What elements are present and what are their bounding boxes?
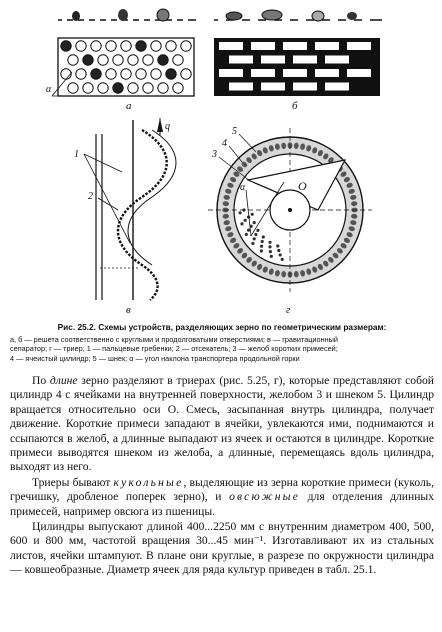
- p1-emphasis: длине: [49, 374, 78, 387]
- panel-g-num-3: 3: [212, 149, 217, 160]
- caption-line-2: сепаратор; г — триер; 1 — пальцевые гребенки; 2 — отсекатель; 3 — желоб коротких примесей;: [10, 344, 338, 354]
- p2-text-a: Триеры бывают: [32, 475, 114, 489]
- panel-v-num-1: 1: [74, 149, 79, 160]
- panel-g-center-O: O: [298, 179, 307, 193]
- panel-g-trier: [208, 126, 372, 316]
- p1-text-b: зерно разделяют в триерах (рис. 5.25, г), которые представляют собой цилиндр 4 с ячейками на внутренней поверхности, желобом 3 и шнеком 5. Цилиндр вращается относительно оси O. Смесь, засыпанная внутрь цилиндра, получает движение. Короткие примеси западают в ячейки, увлекаются ими, поднимаются и ссыпаются в желоб, а длинные выпадают из ячеек и остаются в цилиндре. Короткие примеси выводятся шнеком из желоба, а длинные, перемещаясь вдоль цилиндра, выходят из него.: [10, 374, 434, 474]
- p2-text-c: для отделения длинных примесей, например овсюга из пшеницы.: [10, 490, 434, 518]
- body-text: [10, 374, 434, 578]
- paragraph-2: [10, 476, 434, 519]
- caption-legend: [10, 335, 434, 363]
- panel-a-round-sieve: [46, 9, 196, 112]
- panel-g-num-5: 5: [232, 126, 237, 137]
- paragraph-1: [10, 374, 434, 475]
- p2-text-b: , выделяющие из зерна короткие примеси (куколь, гречишку, дробленое поперек зерно), и: [10, 475, 434, 504]
- panel-g-alpha: α: [240, 182, 246, 193]
- panel-v-num-2: 2: [88, 191, 93, 202]
- panel-v-label: в: [126, 304, 131, 316]
- panel-v-q-label: q: [165, 121, 170, 132]
- caption-line-1: а, б — решета соответственно с круглыми и продолговатыми отверстиями; в — гравитационный: [10, 335, 338, 344]
- p2-emphasis-2: овсюжные: [229, 490, 301, 504]
- p1-text-a: По: [32, 374, 50, 387]
- panel-b-oblong-sieve: [214, 10, 382, 112]
- panel-a-label: а: [126, 100, 132, 112]
- figure-caption: [10, 322, 434, 363]
- caption-line-3: 4 — ячеистый цилиндр; 5 — шнек; α — угол наклона транспортера продольной горки: [10, 353, 300, 363]
- caption-title: Рис. 25.2. Схемы устройств, разделяющих зерно по геометрическим размерам:: [57, 322, 387, 332]
- paragraph-3: Цилиндры выпускают длиной 400...2250 мм с внутренним диаметром 400, 500, 600 и 800 мм, частотой вращения 30...45 мин⁻¹. Изготавливают их из стальных листов, ячейки штампуют. В плане они круглые, в разрезе по окружности цилиндра — ковшеобразные. Диаметр ячеек для ряда культур приведен в табл. 25.1.: [10, 520, 434, 577]
- p2-emphasis-1: кукольные: [113, 475, 184, 489]
- panel-g-num-4: 4: [222, 138, 227, 149]
- panel-a-alpha: α: [46, 84, 52, 95]
- panel-v-helical-channel: [118, 130, 167, 300]
- panel-g-label: г: [286, 304, 291, 316]
- panel-v-gravity-separator: [74, 118, 176, 316]
- panel-b-label: б: [292, 100, 298, 112]
